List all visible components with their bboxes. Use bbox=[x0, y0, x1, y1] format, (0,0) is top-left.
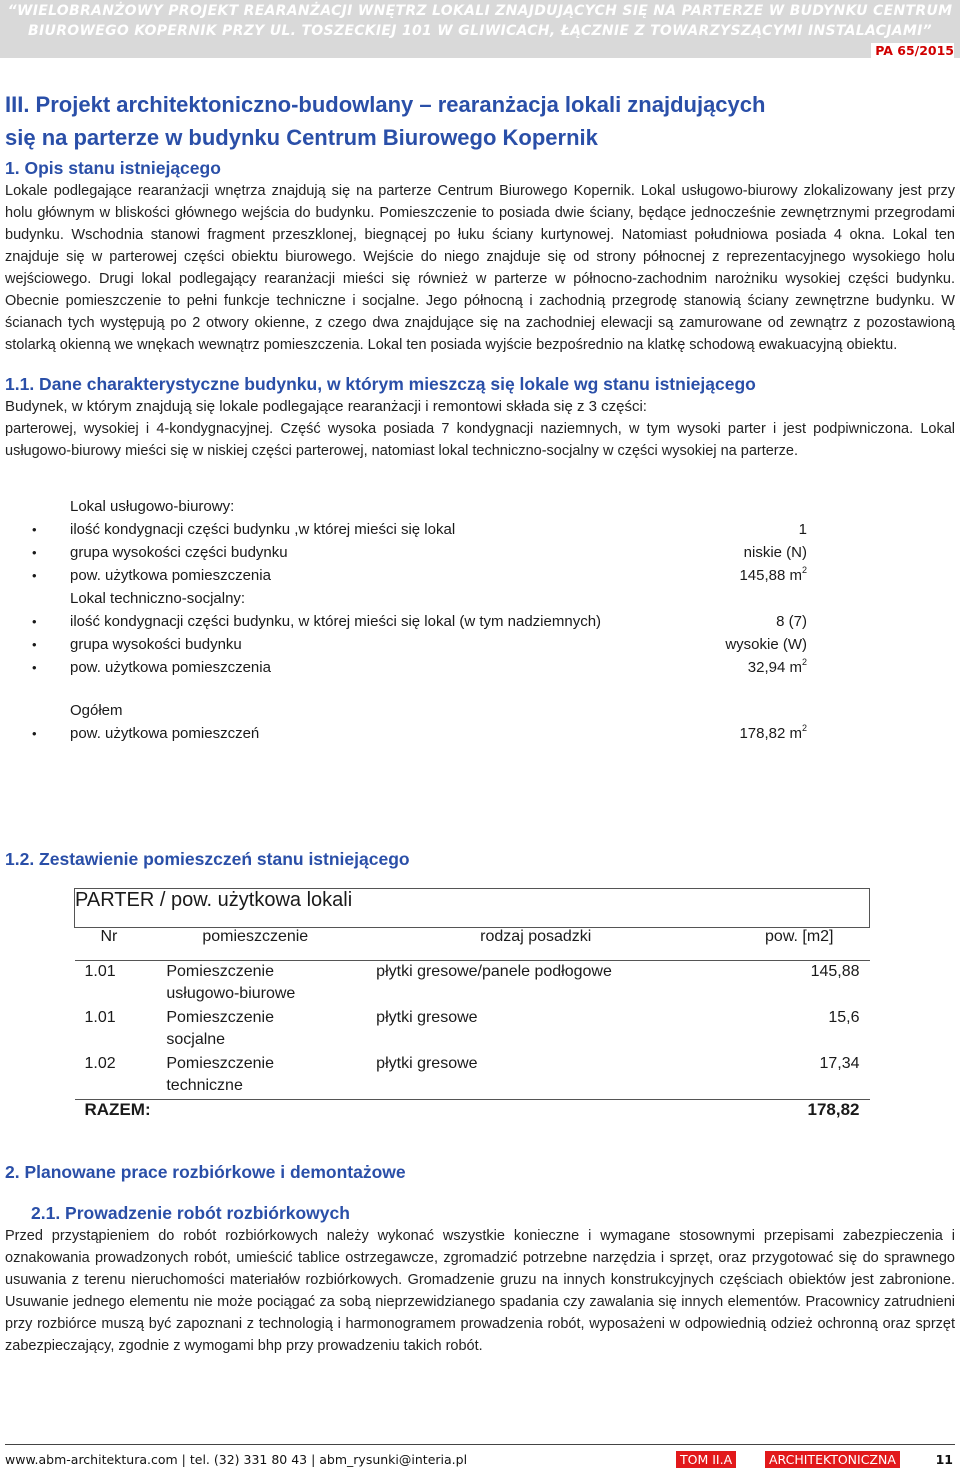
cell-room bbox=[166, 961, 376, 1008]
building-data-paragraph-1: Budynek, w którym znajdują się lokale podlegające rearanżacji i remontowi składa się z 3 części: bbox=[5, 398, 647, 415]
spec-group-total: Ogółem bbox=[70, 702, 123, 719]
spec-item bbox=[5, 722, 955, 745]
cell-floor: płytki gresowe/panele podłogowe bbox=[376, 963, 612, 980]
spec-label: pow. użytkowa pomieszczeń bbox=[70, 725, 260, 742]
col-header-nr: Nr bbox=[75, 928, 167, 961]
cell-area: 17,34 bbox=[819, 1055, 860, 1072]
section-title-line1: III. Projekt architektoniczno-budowlany – rearanżacja lokali znajdujących bbox=[5, 92, 766, 117]
document-header bbox=[0, 0, 960, 58]
spec-value-wrap bbox=[739, 722, 807, 745]
page-content bbox=[5, 88, 955, 869]
spec-label: grupa wysokości części budynku bbox=[70, 544, 288, 561]
spec-value: 178,82 m bbox=[739, 725, 802, 742]
unit-exponent: 2 bbox=[801, 657, 807, 667]
cell-room bbox=[166, 1053, 376, 1100]
spec-item bbox=[5, 610, 955, 633]
bullet: • bbox=[32, 726, 37, 741]
bullet: • bbox=[32, 637, 37, 652]
bullet: • bbox=[32, 660, 37, 675]
cell-floor: płytki gresowe bbox=[376, 1009, 478, 1026]
heading-1: 1. Opis stanu istniejącego bbox=[5, 158, 221, 178]
table-row bbox=[75, 1053, 870, 1100]
spec-item bbox=[5, 518, 955, 541]
spec-item bbox=[5, 541, 955, 564]
footer-divider bbox=[5, 1444, 955, 1445]
heading-1-2: 1.2. Zestawienie pomieszczeń stanu istniejącego bbox=[5, 849, 410, 869]
spec-value-wrap bbox=[739, 564, 807, 587]
footer-contact: www.abm-architektura.com | tel. (32) 331 80 43 | abm_rysunki@interia.pl bbox=[5, 1452, 468, 1467]
rooms-table bbox=[74, 888, 870, 1130]
spec-value-wrap bbox=[748, 656, 807, 679]
spec-value: 8 (7) bbox=[776, 613, 807, 630]
total-value: 178,82 bbox=[706, 1100, 870, 1131]
spec-label: pow. użytkowa pomieszczenia bbox=[70, 659, 271, 676]
heading-2-1: 2.1. Prowadzenie robót rozbiórkowych bbox=[31, 1203, 350, 1223]
cell-room bbox=[166, 1007, 376, 1053]
unit-exponent: 2 bbox=[801, 565, 807, 575]
spec-value: 32,94 m bbox=[747, 659, 802, 676]
spec-item bbox=[5, 564, 955, 587]
cell-floor: płytki gresowe bbox=[376, 1055, 478, 1072]
cell-area: 145,88 bbox=[810, 963, 860, 980]
room-name-line1: Pomieszczenie bbox=[166, 1009, 274, 1026]
discipline-tag: ARCHITEKTONICZNA bbox=[765, 1451, 900, 1468]
spec-value: niskie (N) bbox=[743, 544, 807, 561]
spec-value: 1 bbox=[798, 521, 807, 538]
heading-1-1: 1.1. Dane charakterystyczne budynku, w którym mieszczą się lokale wg stanu istniejącego bbox=[5, 374, 756, 394]
demolition-section bbox=[5, 1160, 955, 1357]
cell-nr: 1.01 bbox=[84, 1009, 116, 1026]
room-name-line2: usługowo-biurowe bbox=[166, 985, 296, 1002]
heading-2: 2. Planowane prace rozbiórkowe i demontażowe bbox=[5, 1162, 406, 1182]
spec-label: ilość kondygnacji części budynku, w której mieści się lokal (w tym nadziemnych) bbox=[70, 613, 602, 630]
spec-label: grupa wysokości budynku bbox=[70, 636, 242, 653]
col-header-area: pow. [m2] bbox=[706, 928, 870, 961]
table-row bbox=[75, 1007, 870, 1053]
section-title-line2: się na parterze w budynku Centrum Biurowego Kopernik bbox=[5, 125, 598, 150]
room-name-line1: Pomieszczenie bbox=[166, 963, 274, 980]
total-label: RAZEM: bbox=[75, 1100, 706, 1131]
volume-tag: TOM II.A bbox=[676, 1451, 736, 1468]
spec-group-technical: Lokal techniczno-socjalny: bbox=[70, 590, 246, 607]
room-name-line2: socjalne bbox=[166, 1031, 226, 1048]
header-title-line2: BIUROWEGO KOPERNIK PRZY UL. TOSZECKIEJ 101 W GLIWICACH, ŁĄCZNIE Z TOWARZYSZĄCYMI INSTALACJAMI” bbox=[28, 23, 932, 39]
room-name-line2: techniczne bbox=[166, 1077, 243, 1094]
section-title bbox=[5, 88, 955, 154]
bullet: • bbox=[32, 614, 37, 629]
spec-item bbox=[5, 633, 955, 656]
col-header-floor: rodzaj posadzki bbox=[376, 928, 706, 961]
spec-value: wysokie (W) bbox=[725, 636, 807, 653]
table-title: PARTER / pow. użytkowa lokali bbox=[75, 889, 870, 928]
table-row bbox=[75, 961, 870, 1008]
col-header-room: pomieszczenie bbox=[166, 928, 376, 961]
bullet: • bbox=[32, 568, 37, 583]
spec-value: 145,88 m bbox=[739, 567, 802, 584]
room-name-line1: Pomieszczenie bbox=[166, 1055, 274, 1072]
spec-label: ilość kondygnacji części budynku ,w której mieści się lokal bbox=[70, 521, 456, 538]
existing-state-paragraph: Lokale podlegające rearanżacji wnętrza znajdują się na parterze Centrum Biurowego Kopernik. Lokal usługowo-biurowy zlokalizowany jest przy holu głównym w bliskości głównego wejścia do budynku. Pomieszczenie to posiada dwie ściany, będące jednocześnie zewnętrznymi przegrodami budynku. Wschodnia stanowi fragment przeszklonej, biegnącej po łuku ściany kurtynowej. Natomiast południowa posiada 4 okna. Lokal ten znajduje się w parterowej części obiektu biurowego. Wejście do niego znajduje się od strony północnej z reprezentacyjnego wysokiego holu wejściowego. Drugi lokal podlegający rearanżacji mieści się również w parterze w północno-zachodnim narożniku wysokiej części budynku. Obecnie pomieszczenie to pełni funkcje techniczne i socjalne. Jego północną i zachodnią przegrodę stanowią ściany zewnętrzne budynku. W ścianach tych występują po 2 otwory okienne, z czego dwa znajdujące się na zachodniej elewacji są zamurowane od zewnątrz z pozostawioną stolarką okienną we wnękach wewnątrz pomieszczenia. Lokal ten posiada wyjście bezpośrednio na klatkę schodową ewakuacyjną obiektu. bbox=[5, 183, 955, 353]
project-code: PA 65/2015 bbox=[871, 43, 954, 58]
demolition-paragraph: Przed przystąpieniem do robót rozbiórkowych należy wykonać wszystkie konieczne i wymagane stosownymi przepisami zabezpieczenia i oznakowania prowadzonych robót, umieścić tablice ostrzegawcze, zgromadzić potrzebne narzędzia i sprzęt, oraz przygotować się do sprawnego usuwania z terenu nieruchomości materiałów rozbiórkowych. Gromadzenie gruzu na innych konstrukcyjnych częściach obiektów jest zabronione. Usuwanie jednego elementu nie może pociągać za sobą nieprzewidzianego spadania czy zawalania się innych elementów. Pracownicy zatrudnieni przy rozbiórce muszą być zapoznani z technologią i harmonogramem prowadzenia robót, wyposażeni w odpowiednią odzież ochronną oraz sprzęt zabezpieczający, zgodnie z wymogami bhp przy prowadzeniu takich robót. bbox=[5, 1228, 955, 1354]
header-title-line1: “WIELOBRANŻOWY PROJEKT REARANŻACJI WNĘTRZ LOKALI ZNAJDUJĄCYCH SIĘ NA PARTERZE W BUDYNKU CENTRUM bbox=[7, 3, 953, 19]
spec-item bbox=[5, 656, 955, 679]
table-header-row bbox=[75, 928, 870, 961]
spec-group-office: Lokal usługowo-biurowy: bbox=[70, 498, 235, 515]
building-data-paragraph-2: parterowej, wysokiej i 4-kondygnacyjnej. Część wysoka posiada 7 kondygnacji naziemnych, w tym wysoki parter i jest podpiwniczona. Lokal usługowo-biurowy mieści się w niskiej części parterowej, natomiast lokal techniczno-socjalny w części wysokiej na parterze. bbox=[5, 421, 955, 459]
unit-exponent: 2 bbox=[801, 723, 807, 733]
page-footer bbox=[5, 1449, 955, 1471]
bullet: • bbox=[32, 522, 37, 537]
table-total-row bbox=[75, 1100, 870, 1131]
bullet: • bbox=[32, 545, 37, 560]
spec-label: pow. użytkowa pomieszczenia bbox=[70, 567, 271, 584]
cell-nr: 1.02 bbox=[84, 1055, 116, 1072]
cell-nr: 1.01 bbox=[84, 963, 116, 980]
cell-area: 15,6 bbox=[828, 1009, 860, 1026]
area-specification bbox=[5, 495, 955, 745]
page-number: 11 bbox=[935, 1452, 953, 1467]
